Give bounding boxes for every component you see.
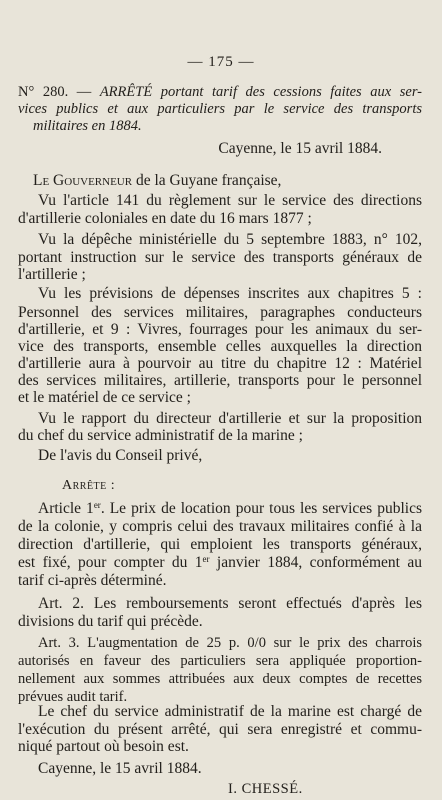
- visa-line-14: du chef du service administratif de la marine ;: [18, 427, 303, 444]
- decree-title-line-3: militaires en 1884.: [33, 118, 142, 134]
- intro-line: [33, 172, 281, 189]
- article-4-line-2: l'exécution du présent arrêté, qui sera enregistré et commu-: [18, 721, 422, 738]
- article-1-l4-a: est fixé, pour compter du 1: [18, 554, 203, 571]
- closing-date: Cayenne, le 15 avril 1884.: [38, 760, 202, 777]
- article-3-line-2: autorisés en faveur des particuliers sera appliquée proportion-: [18, 653, 422, 669]
- visa-line-9: vice des transports, ensemble celles auxquelles la direction: [18, 338, 422, 355]
- article-1-line-5: tarif ci-après déterminé.: [18, 572, 167, 589]
- visa-line-7: Personnel des services militaires, paragraphes conducteurs: [18, 304, 422, 321]
- visa-line-4: portant instruction sur le service des transports généraux de: [18, 249, 422, 266]
- visa-line-13: Vu le rapport du directeur d'artillerie et sur la proposition: [38, 410, 422, 427]
- visa-line-1: Vu l'article 141 du règlement sur le service des directions: [38, 192, 422, 209]
- article-1-label: Article 1: [38, 500, 94, 517]
- signature: I. CHESSÉ.: [228, 781, 303, 797]
- visa-line-12: et le matériel de ce service ;: [18, 389, 191, 406]
- arrete-heading: Arrête :: [62, 478, 116, 493]
- page-number: — 175 —: [187, 54, 255, 70]
- place-date: Cayenne, le 15 avril 1884.: [218, 140, 382, 157]
- article-2-line-2: divisions du tarif qui précède.: [18, 613, 203, 630]
- article-1-text: . Le prix de location pour tous les services publics: [100, 500, 422, 517]
- visa-line-5: l'artillerie ;: [18, 266, 86, 283]
- visa-line-10: d'artillerie aura à pourvoir au titre du chapitre 12 : Matériel: [18, 355, 422, 372]
- article-1-line-2: de la colonie, y compris celui des travaux militaires confié à la: [18, 518, 422, 535]
- article-2-line-1: Art. 2. Les remboursements seront effectués d'après les: [38, 595, 422, 612]
- decree-title-1: ARRÊTÉ portant tarif des cessions faites aux ser-: [99, 84, 423, 100]
- decree-title-line-1: [18, 84, 422, 101]
- article-1-l4-sup: er: [202, 554, 210, 564]
- visa-line-3: Vu la dépêche ministérielle du 5 septembre 1883, n° 102,: [38, 231, 422, 248]
- governor-heading: Le Gouverneur: [33, 172, 133, 189]
- article-1-sup: er: [93, 500, 101, 510]
- intro-rest: de la Guyane française,: [135, 172, 282, 189]
- visa-line-2: d'artillerie coloniales en date du 16 mars 1877 ;: [18, 210, 312, 227]
- article-4-line-3: niqué partout où besoin est.: [18, 738, 189, 755]
- article-1-line-3: direction d'artillerie, qui emploient les transports généraux,: [18, 536, 422, 553]
- visa-line-6: Vu les prévisions de dépenses inscrites aux chapitres 5 :: [38, 285, 422, 302]
- article-1-l4-b: janvier 1884, conformément au: [209, 554, 422, 571]
- visa-line-8: d'artillerie, et 9 : Vivres, fourrages pour les animaux du ser-: [18, 321, 422, 338]
- article-4-line-1: Le chef du service administratif de la marine est chargé de: [38, 703, 422, 720]
- decree-title-line-2: vices publics et aux particuliers par le service des transports: [18, 101, 422, 117]
- article-3-line-3: nellement aux sommes attribuées aux deux comptes de recettes: [18, 671, 422, 687]
- decree-number: N° 280. —: [18, 84, 92, 100]
- article-1-line-4: [18, 554, 422, 571]
- visa-line-11: des services militaires, artillerie, transports pour le personnel: [18, 372, 422, 389]
- visa-line-15: De l'avis du Conseil privé,: [38, 447, 203, 464]
- article-3-line-1: Art. 3. L'augmentation de 25 p. 0/0 sur le prix des charrois: [38, 635, 422, 651]
- article-1-line-1: [38, 500, 422, 517]
- article-3-line-4: prévues audit tarif.: [18, 689, 128, 705]
